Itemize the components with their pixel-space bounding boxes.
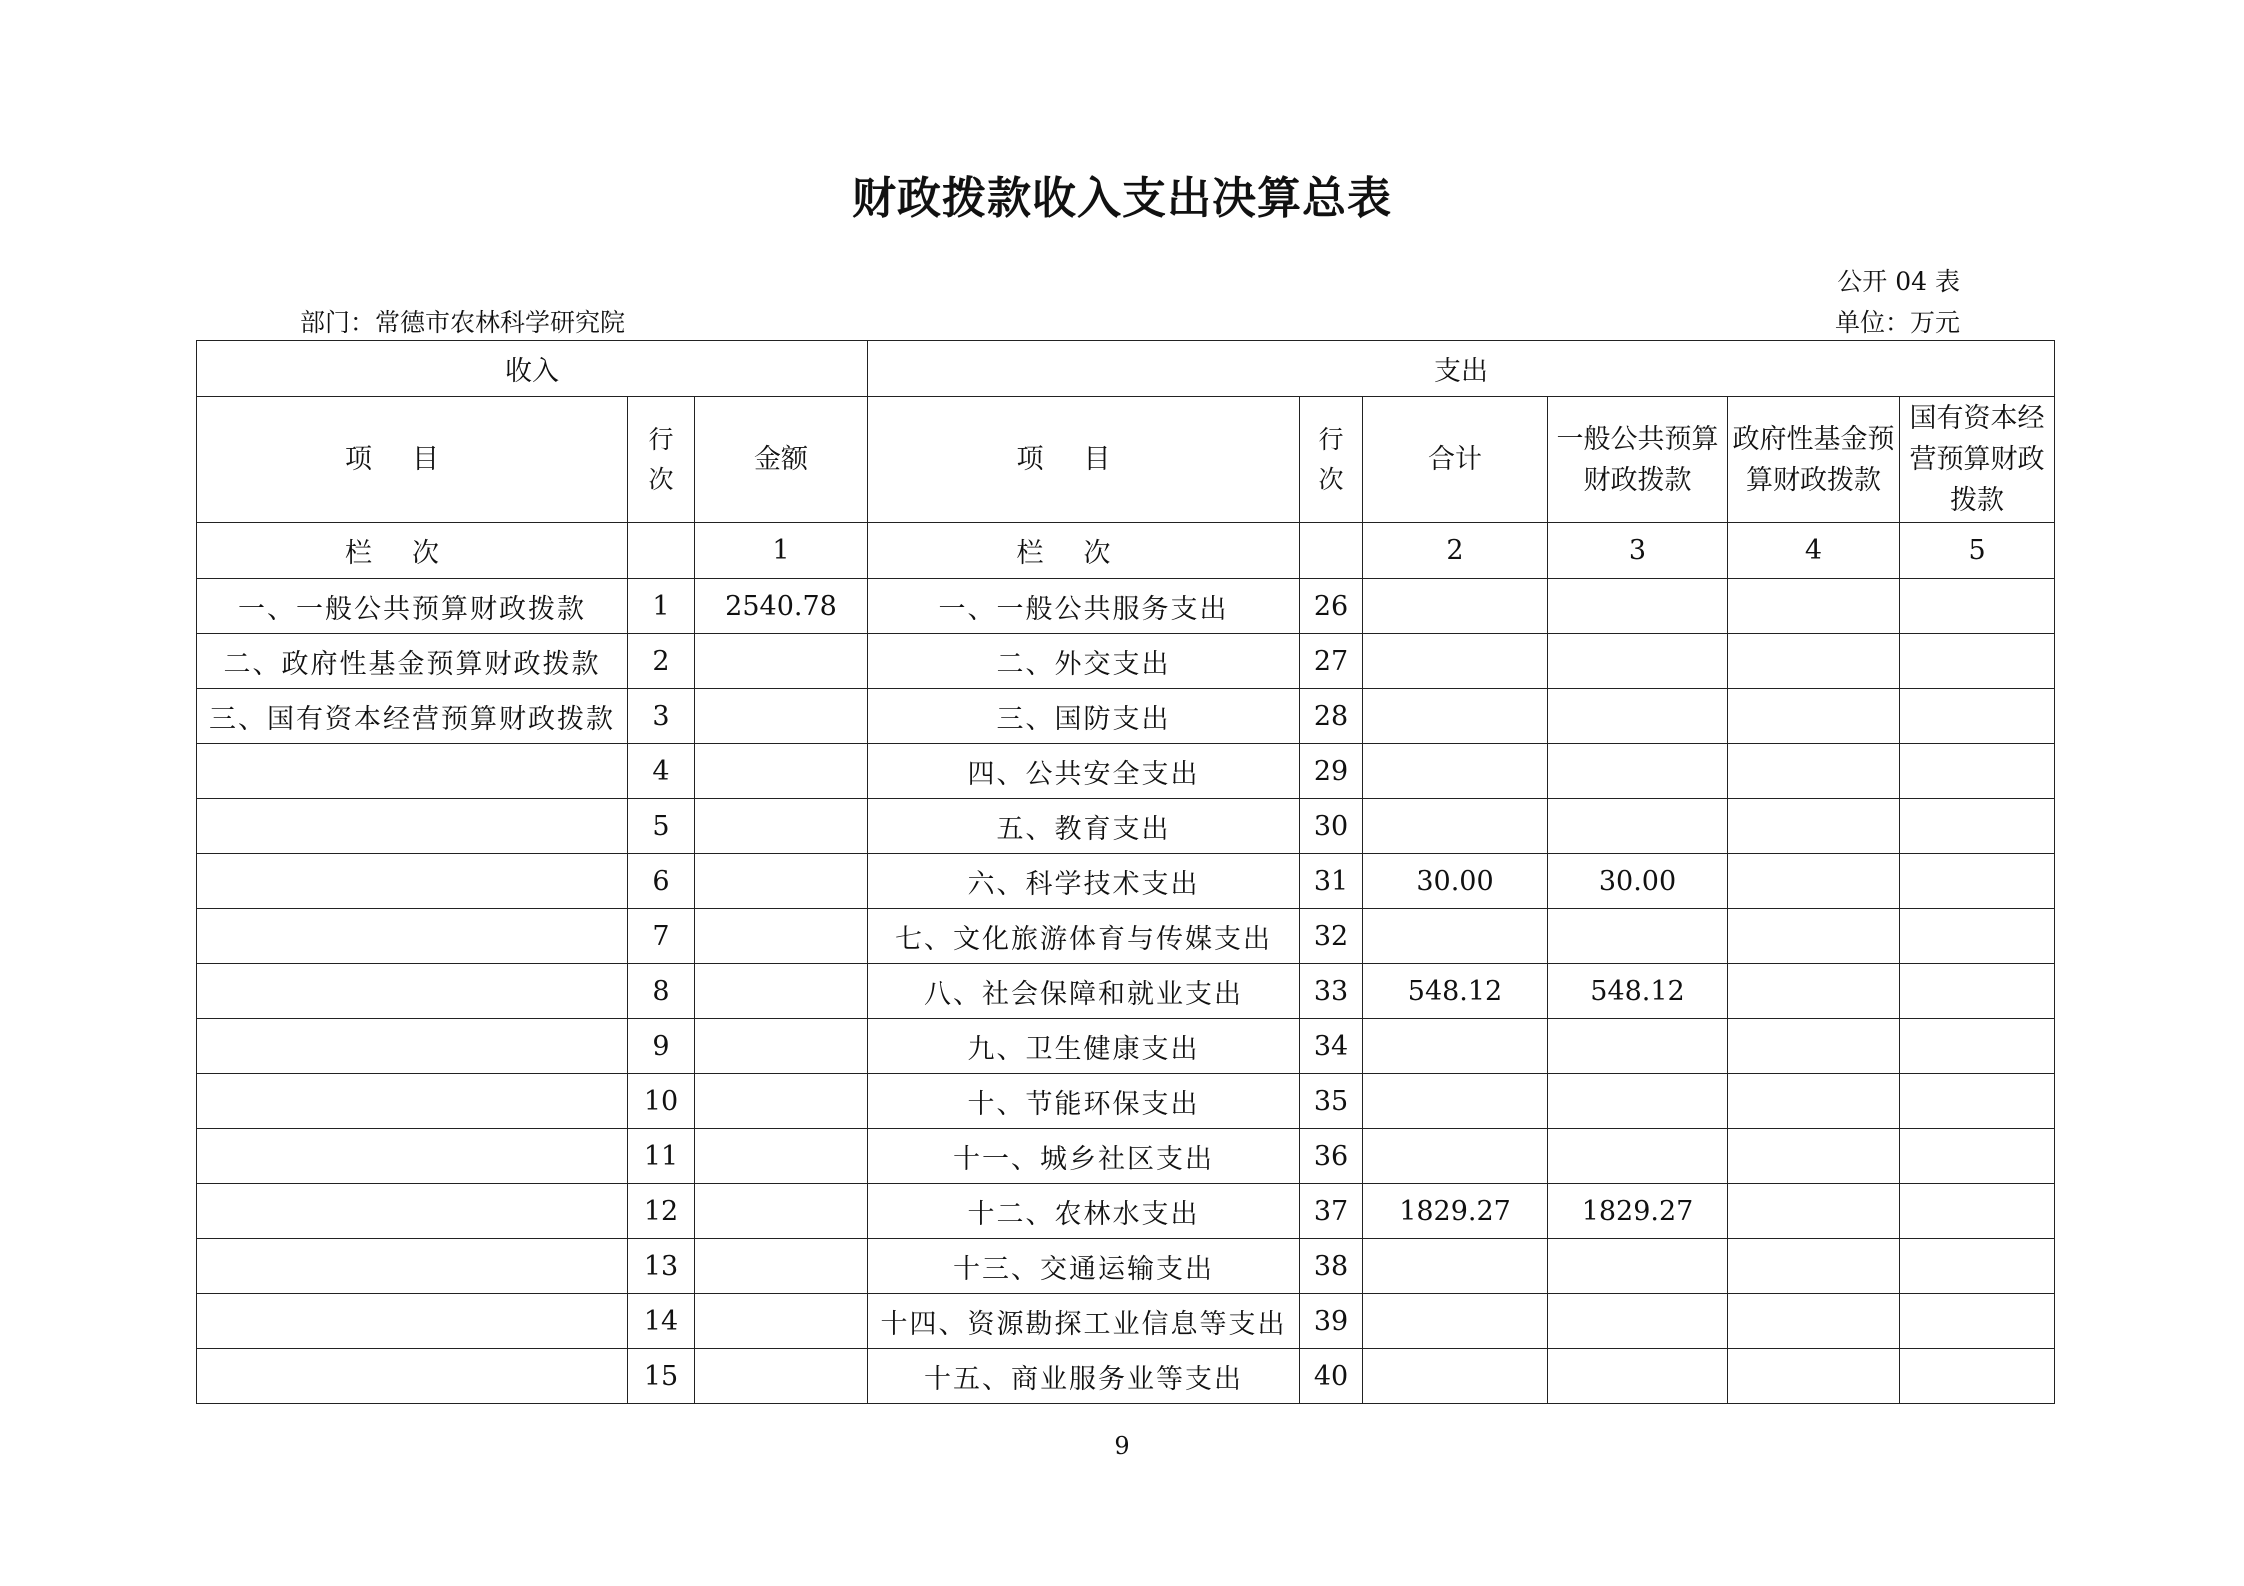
income-item-cell [197, 1074, 628, 1129]
state-capital-cell [1900, 744, 2055, 799]
expense-row-no-cell: 36 [1300, 1129, 1363, 1184]
expense-row-no-cell: 26 [1300, 579, 1363, 634]
state-capital-cell [1900, 909, 2055, 964]
general-budget-header: 一般公共预算财政拨款 [1548, 397, 1728, 523]
expense-row-no-cell: 29 [1300, 744, 1363, 799]
income-item-cell: 三、国有资本经营预算财政拨款 [197, 689, 628, 744]
gov-fund-cell [1728, 634, 1900, 689]
total-cell [1363, 1349, 1548, 1404]
form-code: 公开 04 表 [1837, 267, 1960, 296]
expense-row-no-cell: 37 [1300, 1184, 1363, 1239]
expense-row-no-cell: 33 [1300, 964, 1363, 1019]
general-budget-cell [1548, 744, 1728, 799]
income-amount-cell [695, 1349, 868, 1404]
expense-row-no-label: 行次 [1318, 424, 1344, 494]
state-capital-cell [1900, 1239, 2055, 1294]
income-row-no-cell: 14 [628, 1294, 695, 1349]
income-item-cell [197, 799, 628, 854]
total-cell: 548.12 [1363, 964, 1548, 1019]
state-capital-cell [1900, 1074, 2055, 1129]
index-5: 5 [1900, 523, 2055, 579]
general-budget-cell [1548, 634, 1728, 689]
general-budget-cell [1548, 1074, 1728, 1129]
income-row-no-cell: 1 [628, 579, 695, 634]
total-cell [1363, 1019, 1548, 1074]
table-row [197, 854, 2055, 909]
total-cell [1363, 1294, 1548, 1349]
income-row-no-cell: 3 [628, 689, 695, 744]
expense-row-no-cell: 39 [1300, 1294, 1363, 1349]
table-row [197, 1184, 2055, 1239]
gov-fund-cell [1728, 1294, 1900, 1349]
gov-fund-cell [1728, 1349, 1900, 1404]
income-amount-cell [695, 1129, 868, 1184]
total-cell [1363, 634, 1548, 689]
total-cell [1363, 744, 1548, 799]
income-row-no-cell: 13 [628, 1239, 695, 1294]
general-budget-cell [1548, 579, 1728, 634]
state-capital-cell [1900, 854, 2055, 909]
index-1: 1 [695, 523, 868, 579]
table-row [197, 909, 2055, 964]
state-capital-cell [1900, 1019, 2055, 1074]
expense-item-cell: 十五、商业服务业等支出 [868, 1349, 1300, 1404]
general-budget-cell [1548, 689, 1728, 744]
income-item-cell: 二、政府性基金预算财政拨款 [197, 634, 628, 689]
total-cell [1363, 579, 1548, 634]
column-header-row [197, 397, 2055, 523]
page-number: 9 [1114, 1432, 1130, 1460]
index-2: 2 [1363, 523, 1548, 579]
expense-row-no-cell: 28 [1300, 689, 1363, 744]
gov-fund-cell [1728, 1019, 1900, 1074]
expense-item-cell: 三、国防支出 [868, 689, 1300, 744]
income-amount-cell [695, 689, 868, 744]
expense-item-cell: 二、外交支出 [868, 634, 1300, 689]
general-budget-cell [1548, 909, 1728, 964]
income-amount-cell [695, 1074, 868, 1129]
expense-row-no-cell: 27 [1300, 634, 1363, 689]
expense-row-no-cell: 30 [1300, 799, 1363, 854]
income-amount-header: 金额 [695, 397, 868, 523]
income-amount-cell [695, 1239, 868, 1294]
expense-item-cell: 七、文化旅游体育与传媒支出 [868, 909, 1300, 964]
expense-row-no-header [1300, 397, 1363, 523]
income-row-no-cell: 8 [628, 964, 695, 1019]
expense-header: 支出 [868, 341, 2055, 397]
table-row [197, 744, 2055, 799]
income-item-cell [197, 1019, 628, 1074]
income-item-cell [197, 1349, 628, 1404]
general-budget-cell: 1829.27 [1548, 1184, 1728, 1239]
income-item-cell [197, 744, 628, 799]
table-row [197, 634, 2055, 689]
income-item-cell [197, 1294, 628, 1349]
table-row [197, 1019, 2055, 1074]
gov-fund-cell [1728, 964, 1900, 1019]
general-budget-cell: 548.12 [1548, 964, 1728, 1019]
income-item-cell [197, 1184, 628, 1239]
state-capital-cell [1900, 1129, 2055, 1184]
section-header-row [197, 341, 2055, 397]
income-item-cell [197, 854, 628, 909]
expense-row-no-cell: 38 [1300, 1239, 1363, 1294]
income-amount-cell: 2540.78 [695, 579, 868, 634]
general-budget-cell [1548, 1239, 1728, 1294]
gov-fund-cell [1728, 909, 1900, 964]
gov-fund-cell [1728, 579, 1900, 634]
income-row-no-cell: 5 [628, 799, 695, 854]
state-capital-cell [1900, 964, 2055, 1019]
state-capital-cell [1900, 689, 2055, 744]
gov-fund-cell [1728, 1074, 1900, 1129]
expense-row-no-cell: 35 [1300, 1074, 1363, 1129]
general-budget-cell [1548, 799, 1728, 854]
income-row-no-cell: 11 [628, 1129, 695, 1184]
table-row [197, 1349, 2055, 1404]
expense-item-cell: 五、教育支出 [868, 799, 1300, 854]
total-cell [1363, 1239, 1548, 1294]
state-capital-cell [1900, 799, 2055, 854]
general-budget-cell [1548, 1019, 1728, 1074]
income-row-no-header [628, 397, 695, 523]
income-item-cell [197, 1239, 628, 1294]
state-capital-cell [1900, 1294, 2055, 1349]
income-row-no-cell: 9 [628, 1019, 695, 1074]
page-title: 财政拨款收入支出决算总表 [852, 173, 1392, 224]
state-capital-cell [1900, 1184, 2055, 1239]
income-item-cell [197, 909, 628, 964]
expense-item-cell: 九、卫生健康支出 [868, 1019, 1300, 1074]
general-budget-cell [1548, 1129, 1728, 1184]
state-capital-header: 国有资本经营预算财政拨款 [1900, 397, 2055, 523]
general-budget-cell [1548, 1349, 1728, 1404]
expense-index-label: 栏次 [868, 523, 1300, 579]
expense-item-cell: 十、节能环保支出 [868, 1074, 1300, 1129]
table-row [197, 1074, 2055, 1129]
total-header: 合计 [1363, 397, 1548, 523]
income-row-no-cell: 4 [628, 744, 695, 799]
state-capital-cell [1900, 1349, 2055, 1404]
total-cell [1363, 909, 1548, 964]
expense-item-cell: 四、公共安全支出 [868, 744, 1300, 799]
expense-item-cell: 十二、农林水支出 [868, 1184, 1300, 1239]
gov-fund-cell [1728, 799, 1900, 854]
expense-item-cell: 十四、资源勘探工业信息等支出 [868, 1294, 1300, 1349]
expense-item-cell: 十三、交通运输支出 [868, 1239, 1300, 1294]
table-row [197, 579, 2055, 634]
gov-fund-cell [1728, 1239, 1900, 1294]
expense-row-no-cell: 34 [1300, 1019, 1363, 1074]
expense-item-header: 项目 [868, 397, 1300, 523]
income-row-no-cell: 6 [628, 854, 695, 909]
expense-item-cell: 六、科学技术支出 [868, 854, 1300, 909]
expense-item-cell: 十一、城乡社区支出 [868, 1129, 1300, 1184]
income-row-no-cell: 12 [628, 1184, 695, 1239]
table-row [197, 964, 2055, 1019]
income-amount-cell [695, 744, 868, 799]
gov-fund-header: 政府性基金预算财政拨款 [1728, 397, 1900, 523]
income-item-cell: 一、一般公共预算财政拨款 [197, 579, 628, 634]
total-cell [1363, 1129, 1548, 1184]
income-header: 收入 [197, 341, 868, 397]
income-amount-cell [695, 1294, 868, 1349]
department-label: 部门：常德市农林科学研究院 [300, 308, 626, 337]
total-cell [1363, 799, 1548, 854]
income-row-no-cell: 7 [628, 909, 695, 964]
expense-index-empty [1300, 523, 1363, 579]
income-amount-cell [695, 1184, 868, 1239]
gov-fund-cell [1728, 1184, 1900, 1239]
income-amount-cell [695, 634, 868, 689]
income-index-empty [628, 523, 695, 579]
column-index-row [197, 523, 2055, 579]
state-capital-cell [1900, 579, 2055, 634]
table-row [197, 1239, 2055, 1294]
gov-fund-cell [1728, 854, 1900, 909]
income-item-cell [197, 964, 628, 1019]
index-3: 3 [1548, 523, 1728, 579]
income-row-no-cell: 15 [628, 1349, 695, 1404]
total-cell [1363, 1074, 1548, 1129]
income-amount-cell [695, 854, 868, 909]
income-row-no-cell: 2 [628, 634, 695, 689]
income-row-no-cell: 10 [628, 1074, 695, 1129]
expense-row-no-cell: 40 [1300, 1349, 1363, 1404]
general-budget-cell: 30.00 [1548, 854, 1728, 909]
income-row-no-label: 行次 [648, 424, 674, 494]
income-amount-cell [695, 799, 868, 854]
gov-fund-cell [1728, 689, 1900, 744]
total-cell [1363, 689, 1548, 744]
general-budget-cell [1548, 1294, 1728, 1349]
gov-fund-cell [1728, 1129, 1900, 1184]
unit-label: 单位：万元 [1834, 308, 1960, 337]
index-4: 4 [1728, 523, 1900, 579]
table-row [197, 1129, 2055, 1184]
total-cell: 1829.27 [1363, 1184, 1548, 1239]
income-item-cell [197, 1129, 628, 1184]
income-amount-cell [695, 909, 868, 964]
budget-table [196, 340, 2055, 1404]
expense-row-no-cell: 31 [1300, 854, 1363, 909]
income-amount-cell [695, 964, 868, 1019]
total-cell: 30.00 [1363, 854, 1548, 909]
expense-item-cell: 一、一般公共服务支出 [868, 579, 1300, 634]
table-row [197, 1294, 2055, 1349]
table-row [197, 689, 2055, 744]
expense-item-cell: 八、社会保障和就业支出 [868, 964, 1300, 1019]
gov-fund-cell [1728, 744, 1900, 799]
table-row [197, 799, 2055, 854]
expense-row-no-cell: 32 [1300, 909, 1363, 964]
income-amount-cell [695, 1019, 868, 1074]
income-index-label: 栏次 [197, 523, 628, 579]
income-item-header: 项目 [197, 397, 628, 523]
state-capital-cell [1900, 634, 2055, 689]
